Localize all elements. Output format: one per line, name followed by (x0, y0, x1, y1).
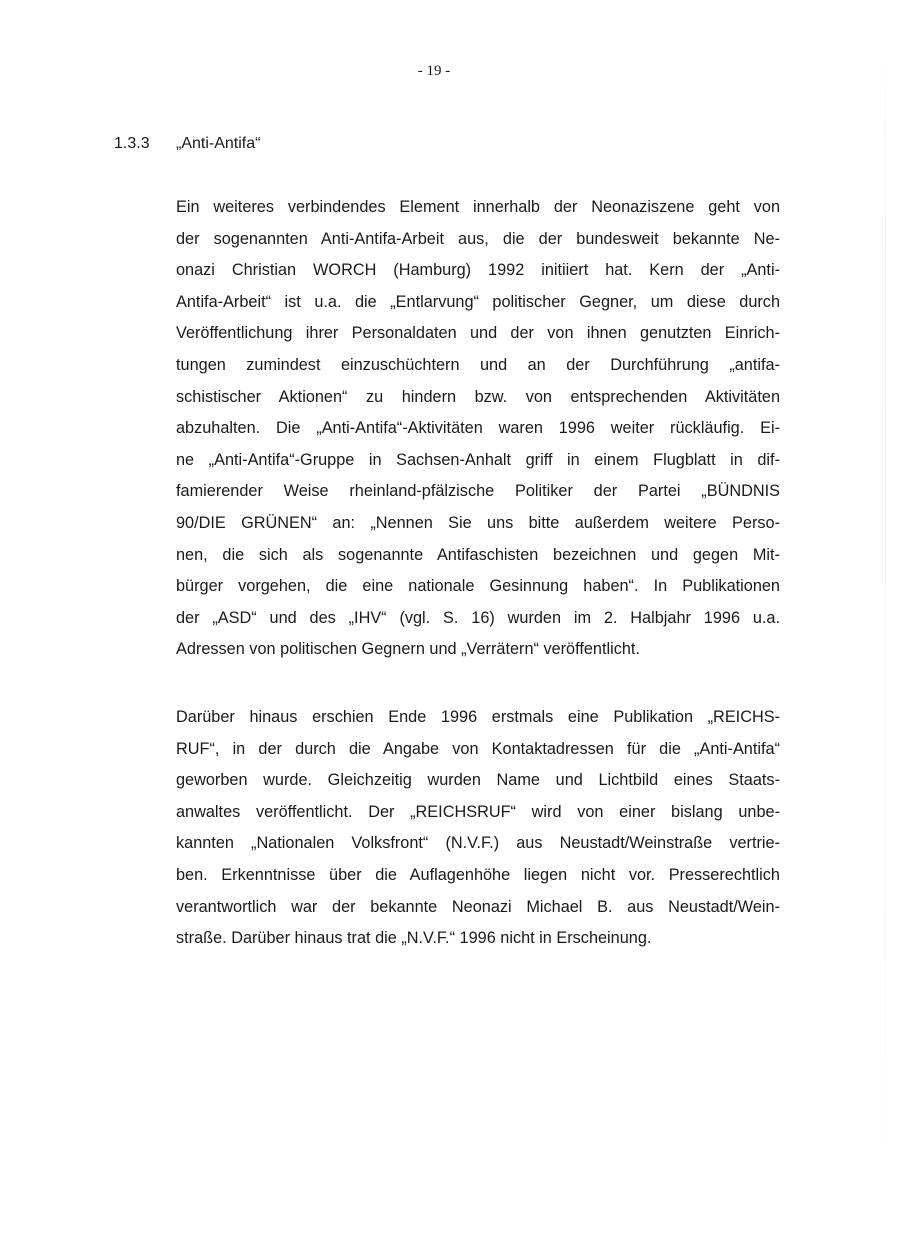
paragraph-line: nen, die sich als sogenannte Antifaschisten bezeichnen und gegen Mit- (176, 545, 780, 564)
paragraph-line: verantwortlich war der bekannte Neonazi Michael B. aus Neustadt/Wein- (176, 897, 780, 916)
section-title: „Anti-Antifa“ (176, 135, 261, 152)
paragraph-line: schistischer Aktionen“ zu hindern bzw. von entsprechenden Aktivitäten (176, 387, 780, 406)
paragraph-line: Antifa-Arbeit“ ist u.a. die „Entlarvung“ politischer Gegner, um diese durch (176, 292, 780, 311)
paragraph-line: geworben wurde. Gleichzeitig wurden Name und Lichtbild eines Staats- (176, 771, 780, 790)
paragraph-line: ben. Erkenntnisse über die Auflagenhöhe liegen nicht vor. Presserechtlich (176, 865, 780, 884)
paragraph-line: RUF“, in der durch die Angabe von Kontaktadressen für die „Anti-Antifa“ (176, 739, 780, 758)
paragraph-1 (176, 192, 780, 666)
paragraph-line: 90/DIE GRÜNEN“ an: „Nennen Sie uns bitte außerdem weitere Perso- (176, 513, 780, 532)
section-number: 1.3.3 (114, 135, 150, 152)
paragraph-line: anwaltes veröffentlicht. Der „REICHSRUF“ wird von einer bislang unbe- (176, 802, 780, 821)
paragraph-line: tungen zumindest einzuschüchtern und an der Durchführung „antifa- (176, 355, 780, 374)
paragraph-line: famierender Weise rheinland-pfälzische Politiker der Partei „BÜNDNIS (176, 482, 780, 501)
page-number: - 19 - (417, 63, 451, 79)
paragraph-line: der „ASD“ und des „IHV“ (vgl. S. 16) wurden im 2. Halbjahr 1996 u.a. (176, 608, 780, 627)
section-heading (114, 135, 260, 153)
paragraph-line: Ein weiteres verbindendes Element innerhalb der Neonaziszene geht von (176, 198, 780, 216)
paragraph-line: Adressen von politischen Gegnern und „Verrätern“ veröffentlicht. (176, 640, 640, 659)
paragraph-line: kannten „Nationalen Volksfront“ (N.V.F.) aus Neustadt/Weinstraße vertrie- (176, 834, 780, 853)
paragraph-2 (176, 702, 780, 955)
paragraph-line: abzuhalten. Die „Anti-Antifa“-Aktivitäten waren 1996 weiter rückläufig. Ei- (176, 419, 780, 438)
paragraph-line: bürger vorgehen, die eine nationale Gesinnung haben“. In Publikationen (176, 577, 780, 596)
scan-edge-shadow (885, 30, 886, 1230)
paragraph-line: ne „Anti-Antifa“-Gruppe in Sachsen-Anhalt griff in einem Flugblatt in dif- (176, 450, 780, 469)
paragraph-line: straße. Darüber hinaus trat die „N.V.F.“ 1996 nicht in Erscheinung. (176, 929, 652, 948)
paragraph-line: Veröffentlichung ihrer Personaldaten und der von ihnen genutzten Einrich- (176, 324, 780, 343)
paragraph-line: Darüber hinaus erschien Ende 1996 erstmals eine Publikation „REICHS- (176, 708, 780, 726)
paragraph-line: onazi Christian WORCH (Hamburg) 1992 initiiert hat. Kern der „Anti- (176, 261, 780, 280)
paragraph-line: der sogenannten Anti-Antifa-Arbeit aus, die der bundesweit bekannte Ne- (176, 229, 780, 248)
